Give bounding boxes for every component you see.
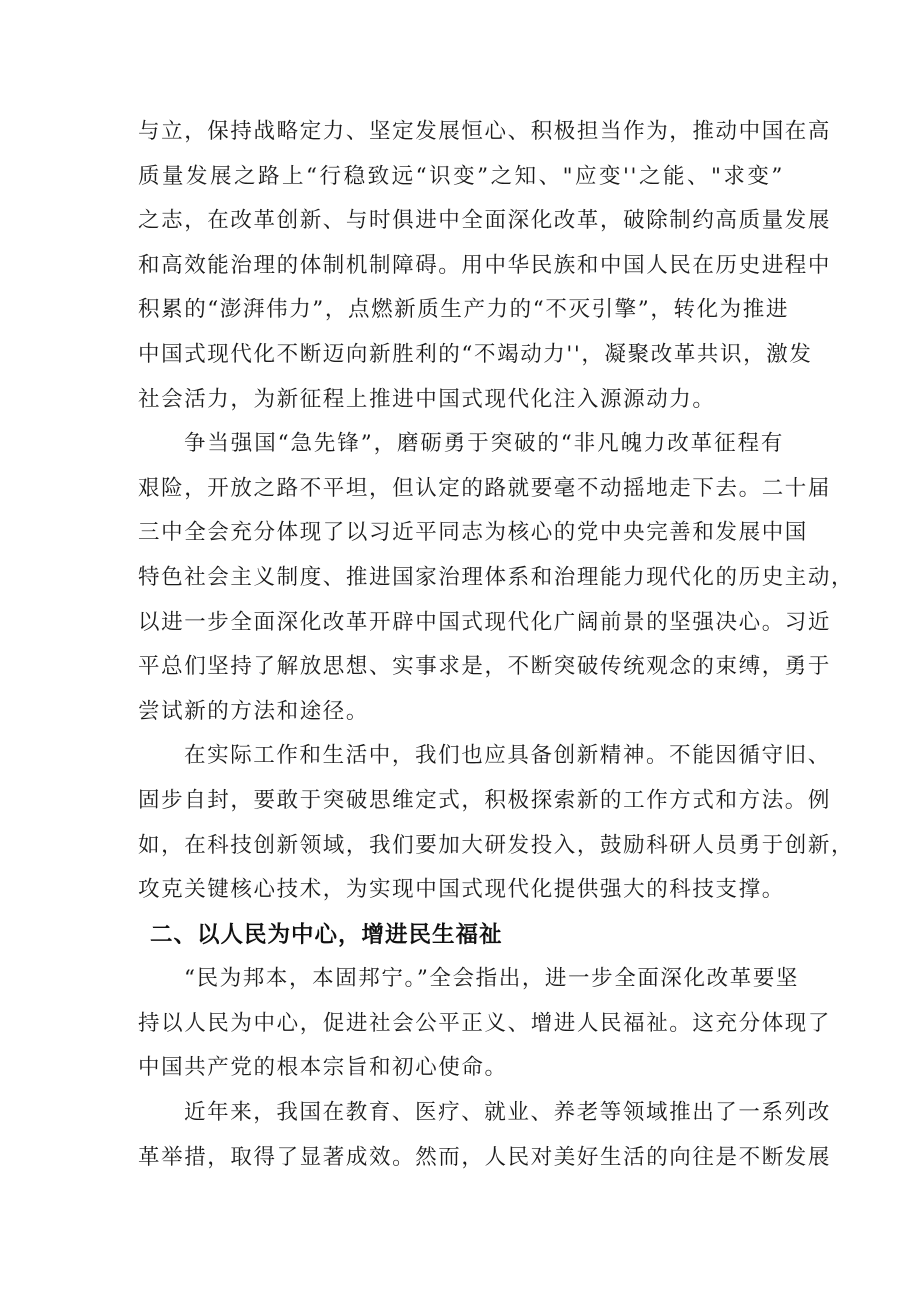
paragraph-p4 [138,957,832,1091]
paragraph-p3 [138,734,855,912]
text-line: 持以人民为中心，促进社会公平正义、增进人民福祉。这充分体现了 [138,1010,832,1036]
text-line: 革举措，取得了显著成效。然而，人民对美好生活的向往是不断发展 [138,1144,832,1170]
text-line: 积累的“澎湃伟力”，点燃新质生产力的“不灭引擎”，转化为推进 [138,297,789,323]
paragraph-p5 [138,1091,832,1180]
text-line: 在实际工作和生活中，我们也应具备创新精神。不能因循守旧、 [184,743,831,769]
text-line: 和高效能治理的体制机制障碍。用中华民族和中国人民在历史进程中 [138,252,832,278]
text-line: 攻克关键核心技术，为实现中国式现代化提供强大的科技支撑。 [138,877,785,903]
text-line: 质量发展之路上“行稳致远“识变”之知、"应变''之能、"求变” [138,163,784,189]
text-line: 特色社会主义制度、推进国家治理体系和治理能力现代化的历史主动， [138,564,855,590]
text-line: 争当强国“急先锋”，磨砺勇于突破的“非凡魄力改革征程有 [184,431,784,457]
section-heading: 二、以人民为中心，增进民生福祉 [150,921,503,948]
text-line: 与立，保持战略定力、坚定发展恒心、积极担当作为，推动中国在高 [138,119,832,144]
text-line: 如，在科技创新领域，我们要加大研发投入，鼓励科研人员勇于创新， [138,832,855,858]
text-line: 以进一步全面深化改革开辟中国式现代化广阔前景的坚强决心。习近 [138,609,832,635]
text-line: “民为邦本，本固邦宁。”全会指出，进一步全面深化改革要坚 [184,966,800,992]
text-line: 社会活力，为新征程上推进中国式现代化注入源源动力。 [138,386,716,412]
text-line: 艰险，开放之路不平坦，但认定的路就要毫不动摇地走下去。二十届 [138,475,832,501]
text-line: 之志，在改革创新、与时俱进中全面深化改革，破除制约高质量发展 [138,208,832,234]
paragraph-p2 [138,422,855,734]
document-body [138,110,855,1180]
text-line: 尝试新的方法和途径。 [138,698,370,724]
text-line: 固步自封，要敢于突破思维定式，积极探索新的工作方式和方法。例 [138,787,832,813]
text-line: 平总们坚持了解放思想、实事求是，不断突破传统观念的束缚，勇于 [138,654,832,680]
text-line: 近年来，我国在教育、医疗、就业、养老等领域推出了一系列改 [184,1100,831,1126]
text-line: 中国共产党的根本宗旨和初心使命。 [138,1055,508,1081]
text-line: 三中全会充分体现了以习近平同志为核心的党中央完善和发展中国 [138,520,808,546]
paragraph-p1 [138,110,832,422]
text-line: 中国式现代化不断迈向新胜利的“不竭动力''，凝聚改革共识，激发 [138,341,813,367]
